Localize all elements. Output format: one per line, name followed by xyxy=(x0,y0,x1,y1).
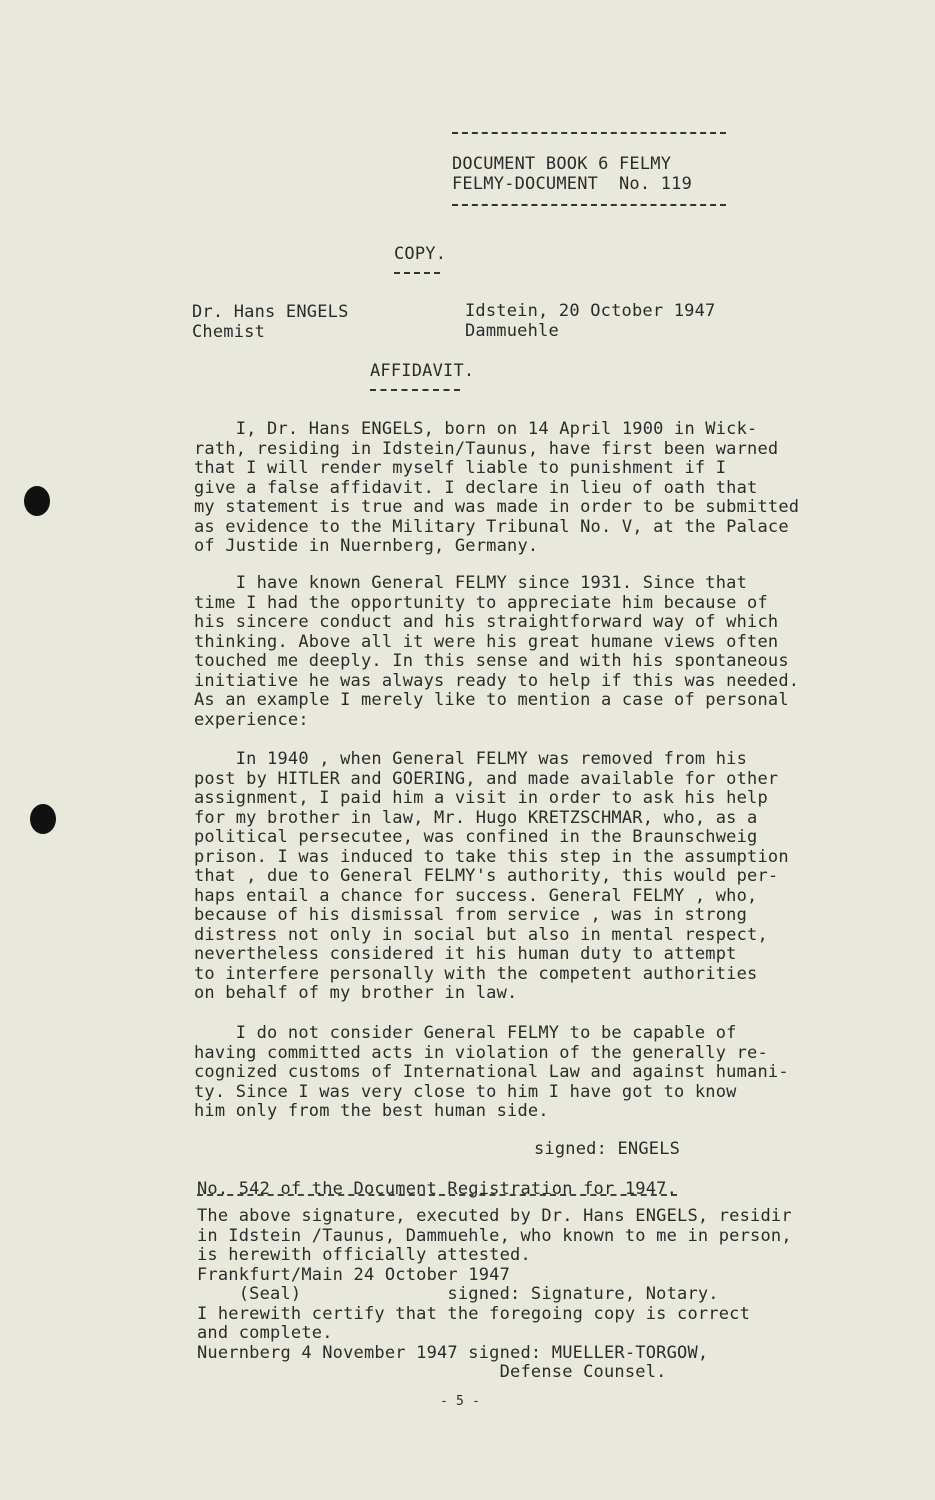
sender-title: Chemist xyxy=(192,322,266,342)
paragraph-2-line: his sincere conduct and his straightforward way of which xyxy=(194,612,779,632)
paragraph-3-line: haps entail a chance for success. General FELMY , who, xyxy=(194,885,758,906)
registration-line: in Idstein /Taunus, Dammuehle, who known to me in person, xyxy=(197,1225,792,1246)
punch-hole-bottom xyxy=(30,804,56,834)
paragraph-2-line: experience: xyxy=(194,709,309,730)
title-underline xyxy=(370,389,460,391)
sender-name: Dr. Hans ENGELS xyxy=(192,302,349,322)
paragraph-4-line: cognized customs of International Law and against humani- xyxy=(194,1062,789,1082)
paragraph-3-line: because of his dismissal from service , was in strong xyxy=(194,905,748,925)
paragraph-3-line: distress not only in social but also in mental respect, xyxy=(194,924,768,945)
document-title: AFFIDAVIT. xyxy=(370,361,475,381)
registration-line: and complete. xyxy=(197,1323,333,1343)
paragraph-2-line: time I had the opportunity to appreciate him because of xyxy=(194,592,768,613)
paragraph-1-line: I, Dr. Hans ENGELS, born on 14 April 1900 in Wick- xyxy=(194,419,758,439)
header-rule-bottom xyxy=(452,204,726,206)
registration-line: is herewith officially attested. xyxy=(197,1245,531,1265)
header-book: DOCUMENT BOOK 6 FELMY xyxy=(452,154,672,174)
paragraph-4-line: having committed acts in violation of the generally re- xyxy=(194,1042,768,1063)
registration-heading: No. 542 of the Document Registration for 1947. xyxy=(197,1179,678,1199)
paragraph-4-line: I do not consider General FELMY to be capable of xyxy=(194,1023,737,1043)
registration-line: The above signature, executed by Dr. Hans ENGELS, residir xyxy=(197,1206,792,1226)
paragraph-1-line: of Justide in Nuernberg, Germany. xyxy=(194,536,539,556)
paragraph-4-line: ty. Since I was very close to him I have got to know xyxy=(194,1081,737,1102)
copy-label: COPY. xyxy=(394,244,447,264)
paragraph-1-line: that I will render myself liable to punishment if I xyxy=(194,458,727,478)
paragraph-3-line: nevertheless considered it his human duty to attempt xyxy=(194,944,737,964)
paragraph-3-line: to interfere personally with the competent authorities xyxy=(194,963,758,984)
paragraph-3-line: political persecutee, was confined in the Braunschweig xyxy=(194,827,758,847)
paragraph-3-line: for my brother in law, Mr. Hugo KRETZSCHMAR, who, as a xyxy=(194,807,758,828)
registration-line: Defense Counsel. xyxy=(197,1362,667,1382)
paragraph-2-line: As an example I merely like to mention a case of personal xyxy=(194,690,789,710)
paragraph-3-line: prison. I was induced to take this step in the assumption xyxy=(194,846,789,867)
place-locality: Dammuehle xyxy=(465,321,559,341)
signature-line: signed: ENGELS xyxy=(534,1139,681,1159)
copy-underline xyxy=(394,272,440,274)
paragraph-3-line: on behalf of my brother in law. xyxy=(194,983,518,1003)
registration-line: Nuernberg 4 November 1947 signed: MUELLER-TORGOW, xyxy=(197,1342,709,1363)
paragraph-1-line: give a false affidavit. I declare in lieu of oath that xyxy=(194,477,758,498)
registration-line: (Seal) signed: Signature, Notary. xyxy=(197,1284,719,1304)
registration-line: I herewith certify that the foregoing copy is correct xyxy=(197,1303,751,1324)
place-date: Idstein, 20 October 1947 xyxy=(465,301,716,321)
paragraph-3-line: assignment, I paid him a visit in order to ask his help xyxy=(194,788,768,808)
page-number: - 5 - xyxy=(440,1394,481,1409)
header-document-number: FELMY-DOCUMENT No. 119 xyxy=(452,174,693,194)
paragraph-3-line: that , due to General FELMY's authority, this would per- xyxy=(194,866,779,886)
registration-line: Frankfurt/Main 24 October 1947 xyxy=(197,1264,511,1285)
header-rule-top xyxy=(452,132,726,134)
paragraph-1-line: rath, residing in Idstein/Taunus, have first been warned xyxy=(194,438,779,459)
paragraph-2-line: touched me deeply. In this sense and with his spontaneous xyxy=(194,651,789,671)
paragraph-2-line: initiative he was always ready to help if this was needed. xyxy=(194,670,800,691)
paragraph-3-line: In 1940 , when General FELMY was removed from his xyxy=(194,749,748,769)
paragraph-2-line: thinking. Above all it were his great humane views often xyxy=(194,631,779,652)
punch-hole-top xyxy=(24,486,50,516)
paragraph-1-line: my statement is true and was made in order to be submitted xyxy=(194,497,800,517)
paragraph-2-line: I have known General FELMY since 1931. Since that xyxy=(194,573,748,593)
paragraph-4-line: him only from the best human side. xyxy=(194,1101,549,1121)
paragraph-3-line: post by HITLER and GOERING, and made available for other xyxy=(194,768,779,789)
paragraph-1-line: as evidence to the Military Tribunal No. V, at the Palace xyxy=(194,516,789,537)
